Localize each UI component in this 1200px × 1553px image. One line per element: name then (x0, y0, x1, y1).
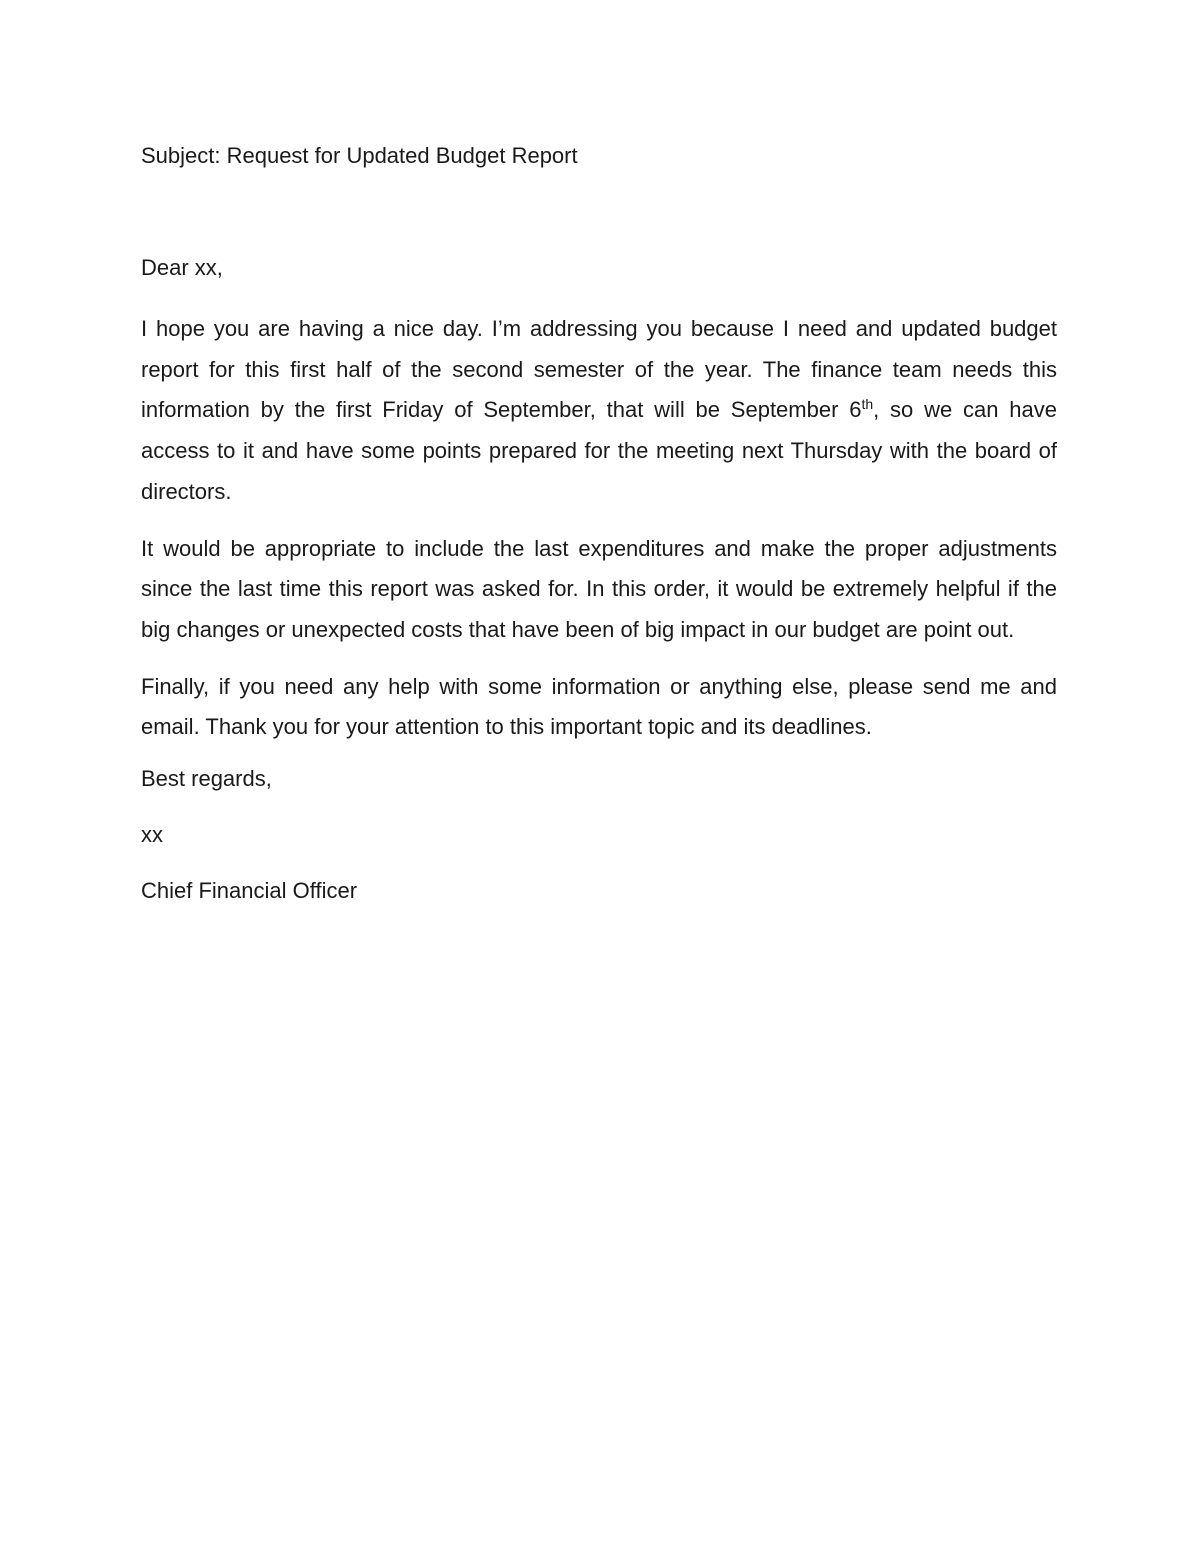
letter-paragraph-2: It would be appropriate to include the last expenditures and make the proper adjustments since the last time this report was asked for. In this order, it would be extremely helpful if the big changes or unexpected costs that have been of big impact in our budget are point out. (141, 535, 1057, 642)
signature-title: Chief Financial Officer (141, 878, 358, 904)
date-ordinal-superscript: th (861, 396, 874, 413)
signature-name: xx (141, 822, 163, 848)
letter-body (141, 253, 1057, 906)
letter-closing: Best regards, (141, 766, 272, 792)
letter-salutation: Dear xx, (141, 255, 223, 280)
paragraph-1-text-end: , so we can have access to it and have some points prepared for the meeting next Thursday with the board of directors. (141, 397, 1057, 504)
letter-paragraph-1 (141, 309, 1057, 513)
letter-paragraph-3: Finally, if you need any help with some information or anything else, please send me and email. Thank you for your attention to this important topic and its deadlines. (141, 673, 1057, 740)
paragraph-1-text-start: I hope you are having a nice day. I’m addressing you because I need and updated budget report for this first half of the second semester of the year. The finance team needs this information by the first Friday of September, that will be September 6 (141, 316, 1057, 423)
letter-subject: Subject: Request for Updated Budget Report (141, 143, 578, 168)
